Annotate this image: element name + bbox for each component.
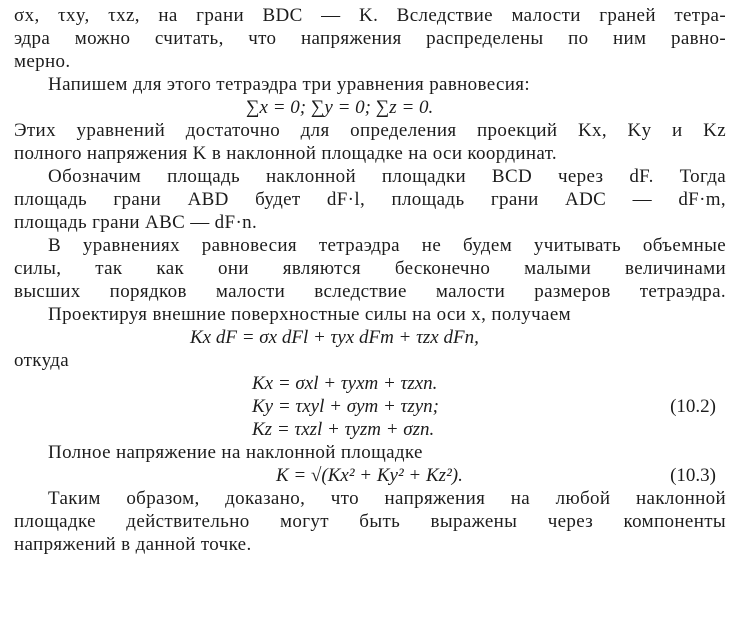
text-line: Этих уравнений достаточно для определения проекций Kx, Ky и Kz [14, 120, 726, 141]
paragraph-1 [14, 4, 726, 73]
text-line: площадь грани ABC — dF·n. [14, 212, 258, 233]
equation-body: ∑x = 0; ∑y = 0; ∑z = 0. [246, 97, 434, 118]
paragraph-7: откуда [14, 350, 70, 371]
equation-ky: Ky = τxyl + σym + τzyn; [252, 396, 439, 417]
text-line: силы, так как они являются бесконечно малыми величинами [14, 258, 726, 279]
equation-row [14, 418, 726, 441]
paragraph-5 [14, 234, 726, 303]
text-line: Обозначим площадь наклонной площадки BCD через dF. Тогда [48, 166, 726, 187]
equation-equilibrium [14, 96, 726, 119]
paragraph-3 [14, 119, 726, 165]
equation-system [14, 372, 726, 441]
text-line: эдра можно считать, что напряжения распределены по ним равно- [14, 28, 726, 49]
equation-number: (10.2) [670, 396, 716, 417]
text-line: Таким образом, доказано, что напряжения на любой наклонной [48, 488, 726, 509]
paragraph-6: Проектируя внешние поверхностные силы на оси x, получаем [48, 304, 571, 325]
equation-body: Kx dF = σx dFl + τyx dFm + τzx dFn, [190, 327, 479, 348]
text-line: σx, τxy, τxz, на грани BDC — K. Вследствие малости граней тетра- [14, 5, 726, 26]
text-line: полного напряжения K в наклонной площадке на оси координат. [14, 143, 558, 164]
equation-body: K = √(Kx² + Ky² + Kz²). [276, 465, 463, 486]
equation-kz: Kz = τxzl + τyzm + σzn. [252, 419, 435, 440]
paragraph-9 [14, 487, 726, 556]
equation-projection [14, 326, 726, 349]
text-line: В уравнениях равновесия тетраэдра не будем учитывать объемные [48, 235, 726, 256]
text-line: площадке действительно могут быть выражены через компоненты [14, 511, 726, 532]
text-line: площадь грани ABD будет dF·l, площадь грани ADC — dF·m, [14, 189, 726, 210]
text-line: высших порядков малости вследствие малости размеров тетраэдра. [14, 281, 726, 302]
equation-row [14, 372, 726, 395]
text-line: напряжений в данной точке. [14, 534, 252, 555]
text-line: мерно. [14, 51, 71, 72]
paragraph-2: Напишем для этого тетраэдра три уравнения равновесия: [48, 74, 531, 95]
equation-kx: Kx = σxl + τyxm + τzxn. [252, 373, 438, 394]
paragraph-4 [14, 165, 726, 234]
equation-full [14, 464, 726, 487]
paragraph-8: Полное напряжение на наклонной площадке [48, 442, 423, 463]
equation-row [14, 395, 726, 418]
equation-number: (10.3) [670, 465, 716, 486]
